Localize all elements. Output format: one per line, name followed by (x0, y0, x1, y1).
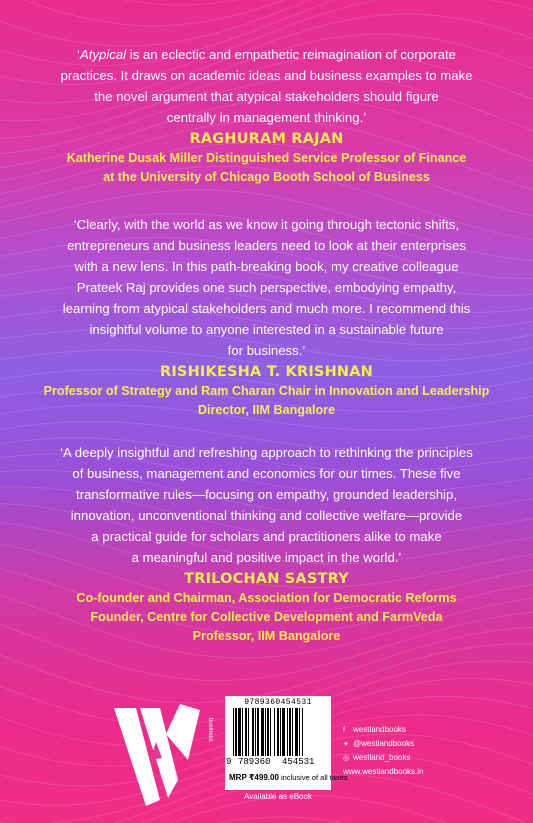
barcode-bars (233, 708, 325, 756)
price: MRP ₹499.00 inclusive of all taxes (229, 773, 348, 782)
website-link[interactable]: www.westlandbooks.in (343, 767, 424, 776)
endorser-name: RAGHURAM RAJAN (189, 131, 344, 147)
endorser-name: TRILOCHAN SASTRY (184, 571, 349, 587)
endorser-affiliation: Co-founder and Chairman, Association for Democratic Reforms Founder, Centre for Collective Development and FarmVeda Professor, IIM Bangalore (76, 591, 457, 643)
social-instagram[interactable]: ◎ westland_books (343, 751, 423, 765)
endorsement-2-quote: ‘Clearly, with the world as we know it going through tectonic shifts, entrepreneurs and business leaders need to look at their enterprises with a new lens. In this path-breaking book, my creative colleague Prateek Raj provides one such perspective, embodying empathy, learning from atypical stakeholders and much more. I recommend this insightful volume to anyone interested in a sustainable future for business.’ (62, 217, 471, 358)
endorsement-3 (0, 442, 533, 646)
endorser-affiliation: Professor of Strategy and Ram Charan Chair in Innovation and Leadership Director, IIM Bangalore (43, 384, 490, 417)
facebook-icon: f (343, 727, 345, 734)
publisher-logo (110, 700, 206, 810)
endorsement-2 (0, 214, 533, 420)
ebook-note: Available as eBook (244, 792, 312, 801)
social-facebook[interactable]: f westlandbooks (343, 723, 423, 737)
social-twitter[interactable]: ✦ @westlandbooks (343, 737, 423, 751)
endorsement-1-quote: ‘Atypical is an eclectic and empathetic reimagination of corporate practices. It draws on academic ideas and business examples to make the novel argument that atypical stakeholders should figure centrally in management thinking.’ (60, 47, 473, 125)
twitter-icon: ✦ (343, 741, 349, 748)
isbn-text: 9789360454531 (244, 698, 312, 707)
category-label: business (207, 718, 213, 742)
barcode: 9789360454531 9 789360 454531 MRP ₹499.00 inclusive of all taxes (225, 696, 331, 790)
endorser-name: RISHIKESHA T. KRISHNAN (159, 364, 374, 380)
endorsement-1 (0, 44, 533, 187)
instagram-icon: ◎ (343, 755, 350, 762)
endorsement-3-quote: ‘A deeply insightful and refreshing approach to rethinking the principles of business, management and economics for our times. These five transformative rules—focusing on empathy, grounded leadership, innovation, unconventional thinking and collective welfare—provide a practical guide for scholars and practitioners alike to make a meaningful and positive impact in the world.’ (60, 445, 473, 565)
endorser-affiliation: Katherine Dusak Miller Distinguished Service Professor of Finance at the University of Chicago Booth School of Business (66, 151, 467, 184)
social-links (343, 723, 423, 778)
